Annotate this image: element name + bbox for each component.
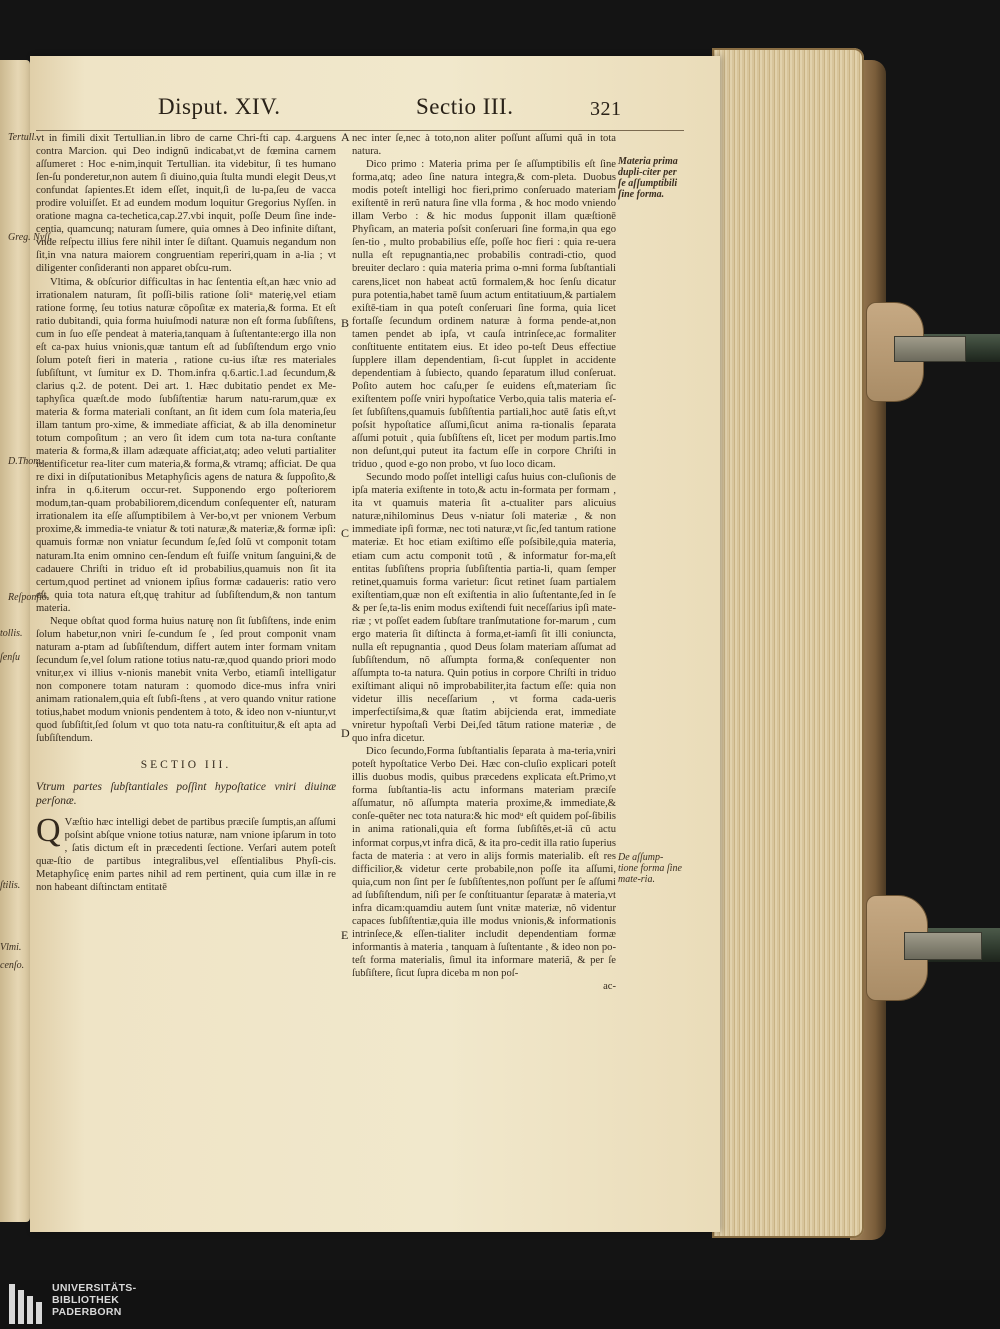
- prev-page-margin-note: ſtilis.: [0, 880, 21, 891]
- section-text: Væſtio hæc intelligi debet de partibus præciſe ſumptis,an aſſumi poſsint abſque vnione totius naturæ, nam vnione ipſarum in toto , ſatis dictum eſt in præcedenti ſectione. Verſari autem poteſt quæ-ſtio de partibus integralibus,vel eſſentialibus Phyſi-cis. Metaphyſicę enim partes nihil ad rem pertinent, quia cum illæ in re non habeant diſtinctam entitatē: [36, 817, 336, 894]
- drop-cap: Q: [36, 812, 61, 850]
- paragraph: Neque obſtat quod forma huius naturę non ſit ſubſiſtens, inde enim ſolum habetur,non vniri ſe-cundum ſe , ſed prout componit vnam naturam a-ptam ad ſubſiſtendum, differt autem inter formam vnitam ſecundum ſe,vel ſolum ratione totius natu-ræ,quod quando priori modo vnitur,ex vi illius v-nionis manebit vnita Verbo, etiamſi intelligatur non componere totam naturam : quomodo dice-mus infra vniri animam rationalem,quia eſt ſubſi-ſtens , at vero quando vnitur ratione totius,habet modum vnionis pendentem à toto, & ideo non v-niuntur,vt quod ſubſiſtit,ſed ſolum vt quo tota natu-ra conſtituitur,& eſt apta ad ſubſiſtendum.: [36, 615, 336, 745]
- prev-page-margin-note: cenſo.: [0, 960, 25, 971]
- section-letter: E: [341, 928, 349, 942]
- margin-note-forma: De aſſump-tione forma ſine mate-ria.: [618, 852, 682, 885]
- catchword: ac-: [603, 981, 616, 993]
- paragraph: Vltima, & obſcurior difficultas in hac ſententia eſt,an hæc vnio ad irrationalem naturam, ſit poſſi-bilis ratione ſoliᵘ materię,vel etiam ratione formę, ſeu totius naturæ cōpoſitæ ex materia,& forma. Et eſt ratio dubitandi, quia forma huiuſmodi naturæ non eſt forma ſubſiſtens, cum in ſuo eſſe pendeat à materia,tanquam à ſuſtentante:ergo illa non eſt ca-pax huius vnionis,quæ tantum eſt ad ſubſiſtendum ergo vnio ſolum poteſt fieri in materia , ratione cu-ius iſtæ res materiales ſubſiſtunt, vt ſumitur ex D. Thom.infra q.6.artic.1.ad ſecundum,& clarius q.2. de potent. Dei art. 1. Hæc dubitatio pendet ex Me-taphyſica quæſt.de modo ſubſiſtentiæ harum natu-rarum,quæ ex materia & forma materiali conſtant, an ſit idem cum ſola materia,ſeu illam tantum pro-xime, & immediate afficiat, & ab illa denominetur totum compoſitum ; an vero ſit idem cum tota na-tura conſtante materia & forma,& illam adæquate afficiat,atq; adeo veluti partialiter identificetur rea-liter cum materia,& forma,& vtramq; afficiat. De qua re dixi in diſputationibus Metaphyſicis agens de natura & ſuppoſito,& infra in q.6.iterum occur-ret. Supponendo ergo poſteriorem modum,tan-quam probabiliorem,dicendum conſequenter eſt, naturam irrationalem ita eſſe aſſumptibilem à Ver-bo,vt per vnionem Verbum proxime,& immedia-te vniatur & toti naturæ,& materiæ,& formæ ipſi: quamuis formæ non vniatur ſecundum ſe,ſed ſolũ vt componit totam naturam.Ita enim omnino cen-ſendum eſt fuiſſe vnitum ſanguini,& de cadauere Chriſti in triduo eſt id probabilius,quamuis non ſit ita certum,quod pertinet ad vnionem ipſius formæ cadaueris: ratio vero eſt, quia tota natura eſt,quę trahitur ad ſubſiſtendum,& non tantum materia.: [36, 276, 336, 614]
- paragraph: Secundo modo poſſet intelligi caſus huius con-cluſionis de ipſa materia exiſtente in toto,& actu in-formata per formam , ita vt quamuis materia ſit a-ctualiter pars alicuius naturæ,nihilominus Deus v-niatur ſoli materiæ , & non immediate ipſi formæ, nec toti naturæ,vt ſic,ſed tantum ratione materiæ. Et hoc etiam exiſtimo eſſe poſsibile,quia materia, etiam cum actu componit totũ , & informatur for-ma,eſt entitas ſubſiſtens propria ſubſiſtentia partia-li, quam ſemper retinet,quamuis forma varietur: ſicut retinet ſuam partialem exiſtentiam,quæ non eſt exiſtentia in alio ſuſtentante,ſed in ſe & per ſe,ta-lis enim modus exiſtendi fuit neceſſarius ipſi mate-riæ ; vt poſſet eadem ſubſtare tranſmutatione for-marum , cum ergo materia ſit diſtincta à forma,et-iamſi ſit illi coniuncta, nulla eſt repugnantia , quod Deus ſolam materiam aſſumat ad ſubſiſtendum, nõ aſſumpta forma,& conſequenter non aſſumpta to-ta natura. Quin potius in corpore Chriſti in triduo exiſtimant aliqui nõ improbabiliter,ita factum eſſe: quia non videtur illis neceſſarium , vt forma cada-ueris imperfectiſsima,& quæ ſtatim abijcienda erat, immediate vniretur hypoſtaſi Verbi Dei,ſed tãtum ratione materiæ , de quo infra dicetur.: [352, 472, 616, 745]
- paragraph: nec inter ſe,nec à toto,non aliter poſſunt aſſumi quã in tota natura.: [352, 133, 616, 158]
- margin-note-thomas: D.Thom.: [8, 456, 44, 467]
- page-number: 321: [590, 98, 622, 120]
- logo-line: UNIVERSITÄTS-: [52, 1282, 137, 1294]
- prev-page-margin-note: Vlmi.: [0, 942, 22, 953]
- margin-note-tertullian: Tertull.: [8, 132, 37, 143]
- right-column: [352, 132, 616, 993]
- margin-note-responsio: Reſponſio.: [8, 592, 50, 603]
- running-head-left: Disput. XIV.: [158, 94, 281, 119]
- library-logo-text: [52, 1282, 136, 1319]
- footer-bar: [0, 1280, 1000, 1329]
- section-first-paragraph: [36, 812, 336, 894]
- section-letter: C: [341, 526, 350, 540]
- prev-page-margin-note: ſenſu: [0, 652, 20, 663]
- section-letter: D: [341, 726, 350, 740]
- library-logo-icon: [9, 1284, 45, 1324]
- paragraph: vt in fimili dixit Tertullian.in libro de carne Chri-fti cap. 4.arguens contra Marcion. qui Deo indignũ indicabat,vt de fœmina carnem aſſumeret : Hoc e-nim,inquit Tertullian. ita videbitur, ſi tes humano ſen-ſu ponderetur,non autem ſi diuino,quia ſtulta mundi elegit Deus,vt confundat ſapientes.Et idem eſſet, inquit,ſi de lu-pa,ſeu de vacca prodire voluiſſet. Et ad eundem modum loquitur Gregorius Nyſſen. in oratione magna ca-techetica,cap.27.vbi inquit, poſſe Deum ſine inde-centia, quamcunq; naturam ſumere, quia omnes à Deo infinite diſtant, vnde reſpectu illius fere nihil inter ſe diſtant. Quamuis negandum non ſit,in vna natura maiorem congruentiam reperiri,quam in a-lia ; vt diligenter conſideranti non apparet obſcu-rum.: [36, 133, 336, 275]
- logo-line: BIBLIOTHEK: [52, 1294, 120, 1307]
- logo-line: PADERBORN: [52, 1306, 122, 1319]
- margin-note-gregory: Greg. Nyſſ.: [8, 232, 53, 243]
- clasp-plate-upper: [894, 336, 966, 362]
- section-title: SECTIO III.: [140, 759, 232, 772]
- book-fore-edge: [712, 48, 864, 1238]
- left-column: [36, 132, 336, 895]
- header-rule: [36, 130, 684, 131]
- running-head-center: Sectio III.: [416, 94, 514, 119]
- paragraph: Dico primo : Materia prima per ſe aſſumptibilis eſt ſine forma,atq; adeo ſine natura integra,& com-pleta. Duobus modis poteſt intelligi hoc fieri,primo conſeruado materiam exiſtentē in rerũ natura ſine vlla forma , & hoc modo vniendo illam Verbo : & hic modus ſupponit illam quæſtionē Phyſicam, an materia poſsit conſeruari ſine forma,in qua ego ſen-tio , multo probabilius eſſe, poſſe hoc fieri : quia re-uera nulla eſt repugnantia,nec probabilis contradi-ctio, quod breuiter declaro : quia materia prima o-mni forma ſubſtantiali carens,licet non habeat actũ formalem,& hoc ſenſu dicatur pura potentia,habet tamē ſuum actum entitatiuum,& partialem exiſtē-tiam in qua poteſt conſeruari ſine forma, quia licet fortaſſe ſecundum ordinem naturæ à forma pende-at,non tamen pendet ab ipſa, vt cauſa intrinſece,ac formaliter conſtituente entitatem eius. Et ideo po-teſt Deus effectiue ſupplere illam dependentiam, ſi-cut ſupplet in accidente dependentiam à ſubiecto, quando ſeparatum illud conſeruat. Poſito autem hoc caſu,per ſe euidens eſt,materiam ſic exiſtentem poſſe vniri hypoſtatice Verbo,quia talis materia eſ-ſet ſubſiſtens,quamuis ſubſiſtentia partiali,hoc autē ſatis eſt,vt poſsit hypoſtatice aſſumi,ſicut anima ra-tionalis ſeparata aſſumi potuit , quia ſubſiſtens eſt, licet per modum partis.Imo non deſunt,qui puteut ita factum eſſe in corpore Chriſti in triduo , quod e-go non probo, vt ſuo loco dicam.: [352, 159, 616, 471]
- section-subtitle: Vtrum partes ſubſtantiales poſſint hypoſtatice vniri diuinæ perſonæ.: [36, 781, 336, 808]
- prev-page-margin-note: tollis.: [0, 628, 23, 639]
- section-letter: B: [341, 316, 350, 330]
- margin-note-materia: Materia prima dupli-citer per ſe aſſumptibili ſine forma.: [618, 156, 678, 200]
- clasp-plate-lower: [904, 932, 982, 960]
- section-letter: A: [341, 130, 350, 144]
- paragraph: Dico ſecundo,Forma ſubſtantialis ſeparata à ma-teria,vniri poteſt hypoſtatice Verbo Dei. Hæc con-cluſio explicari poteſt illis duobus modis, quibus præcedens explicata eſt.Primo,vt forma ſubſtantia-lis actu informans materiam præciſe aſſumatur, nõ aſſumpta materia proxime,& immediate,& conſe-quẽter nec tota natura:& hic modᵘ eſt quidem poſ-ſibilis in anima rationali,quia eſt forma ſubſiſtẽs,et-iã cũ actu informat corpus,vt infra dicã, & ita pro-cedit illa ratio ſuperius facta de materia : at vero in alijs formis materialib. eſt res difficilior,& videtur certe probabile,non poſſe ita aſſumi, quia,cum non ſint per ſe ſubſiſtentes,non poſſunt per ſe aſſumi ad ſubſiſtendum, niſi per ſe conſtituantur ſeparatæ à materia,vt infra dicam:quamdiu autem ſunt vnitæ materiæ, nõ videntur capaces ſubſiſtentiæ,quia ille modus vnionis,& informationis intrinſece,& eſſen-tialiter includit dependentiam formæ informantis à materia , tanquam à ſuſtentante , & ideo non po-teſt forma materialis, ſimul ita informare materiã, & per ſe ſubſiſtere, ſicut ſupra diceba m non poſ-: [352, 746, 616, 979]
